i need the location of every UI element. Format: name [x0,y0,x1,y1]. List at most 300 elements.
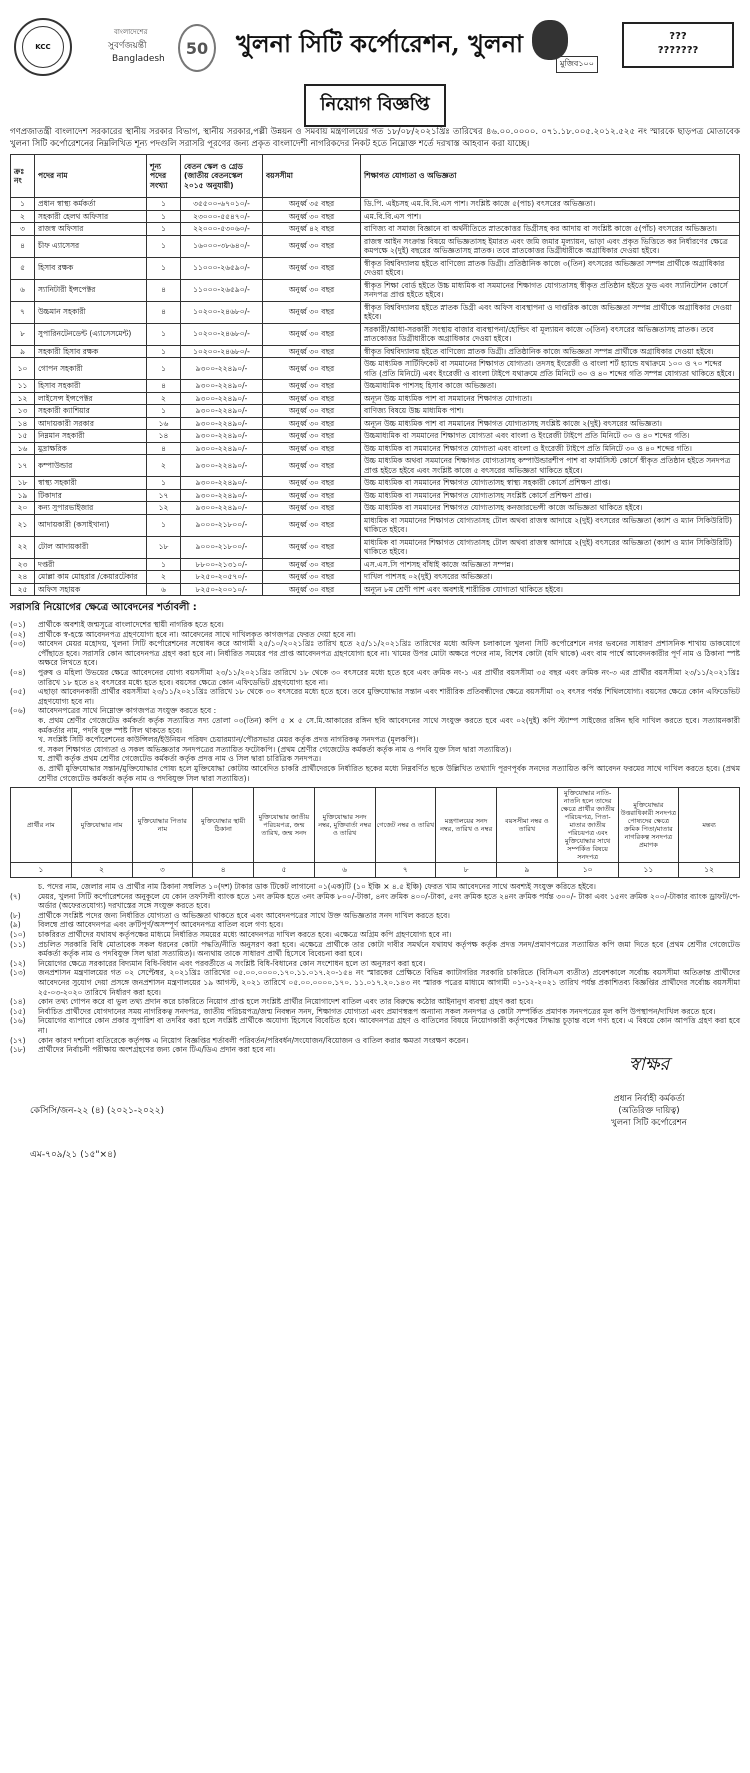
cell-count: ১৬ [147,417,181,430]
intro-paragraph: গণপ্রজাতন্ত্রী বাংলাদেশ সরকারের স্থানীয় সরকার বিভাগ, স্থানীয় সরকার,পল্লী উন্নয়ন ও সমবায় মন্ত্রণালয়ের গত ১৮/০৮/২০২১খ্রিঃ তারিখের ৪৬.০০.০০০০. ০৭১.১৮.০০৫.২০১২.৫২৫ নং স্মারকে ছাড়পত্র মোতাবেক খুলনা সিটি কর্পোরেশনের নিম্নলিখিত শূন্য পদগুলি সরাসরি পূরণের জন্য প্রকৃত বাংলাদেশী নাগরিকদের নিকট হতে নিম্নোক্ত শর্তে দরখাস্ত আহবান করা যাচ্ছে। [10,127,740,149]
cell-age: অনুর্ধ্ব ৩০ বছর [263,257,361,279]
cell-serial: ১৪ [11,417,35,430]
list-item [10,892,740,911]
cell-serial: ১৯ [11,489,35,502]
condition-number [10,754,38,764]
list-item [10,735,740,745]
cell-serial: ১৩ [11,405,35,418]
condition-text: আবেদনপত্রের সাথে নিম্নোক্ত কাগজপত্র সংযুক্ত করতে হবে : [38,706,217,716]
ff-number-cell: ১১ [618,863,679,878]
list-item [10,882,740,892]
condition-number [10,735,38,745]
cell-qualification: অন্যূন ৮ম শ্রেণী পাশ এবং অবশ্যই শারীরিক যোগ্যতা থাকিতে হইবে। [361,583,740,596]
ff-header-cell: মুক্তিযোদ্ধার নাতি-নাতনি হলে তাদের ক্ষেত্রে প্রার্থীর জাতীয় পরিচয়পত্র, পিতা-মাতার জাতীয় পরিচয়পত্র এবং মুক্তিযোদ্ধার সাথে সম্পর্কিত বিষয়ে সনদপত্র [557,788,618,863]
condition-number: (১৬) [10,1016,26,1026]
table-row [11,358,740,380]
condition-number: (১৭) [10,1035,26,1045]
condition-text: প্রার্থীকে স্ব-হস্তে আবেদনপত্র গ্রহণযোগ্য হবে না। আবেদনের সাথে দাখিলকৃত কাগজপত্র ফেরত দেয়া হবে না। [38,629,356,639]
ff-header-cell: প্রার্থীর নাম [11,788,72,863]
cell-count: ৬ [147,583,181,596]
condition-text: নিয়োগের ক্ষেত্রে সরকারের বিদ্যমান বিধি-বিধান এবং পরবর্তীতে এ সংশ্লিষ্ট বিধি-বিধানের কোন সংশোধন হলে তা অনুসরণ করা হবে। [38,958,426,968]
col-qualification: শিক্ষাগত যোগ্যতা ও অভিজ্ঞতা [361,155,740,198]
cell-post: হিসাব রক্ষক [35,257,147,279]
cell-count: ১৭ [147,489,181,502]
table-row [11,235,740,257]
cell-scale: ৮৮০০-২১৩১০/- [181,558,263,571]
cell-count: ১ [147,558,181,571]
list-item [10,620,740,630]
condition-number: (১৮) [10,1045,26,1055]
cell-post: গোপন সহকারী [35,358,147,380]
cell-serial: ১২ [11,392,35,405]
table-row [11,301,740,323]
cell-qualification: মাধ্যমিক বা সমমানের শিক্ষাগত যোগ্যতাসহ টোল অথবা রাজস্ব আদায়ে ২(দুই) বৎসরের অভিজ্ঞতা (ক্যাশ ও ম্যান সিকিউরিটি) থাকিতে হইবে। [361,514,740,536]
kcc-logo-text: KCC [22,26,64,68]
condition-text: আবেদন মেয়র মহোদয়, খুলনা সিটি কর্পোরেশনের সম্বোধন করে আগামী ২৫/১০/২০২১খ্রিঃ তারিখ হতে ২৫/১১/২০২১খ্রিঃ তারিখের মধ্যে অফিস চলাকালে খুলনা সিটি কর্পোরেশনে নগর ভবনের সাধারণ প্রশাসনিক শাখায় ডাকযোগে পৌঁছাতে হবে। সরাসরি কোন আবেদনপত্র গ্রহণ করা হবে না। নির্ধারিত সময়ের পর প্রাপ্ত আবেদনপত্র গ্রহণযোগ্য হবে না। খামের উপর মোটা অক্ষরে পদের নাম, বিশেষ কোটা (যদি থাকে) এবং বাম পার্শ্বে আবেদনকারীর পূর্ণ নাম ও ঠিকানা স্পষ্ট অক্ষরে লিখতে হবে। [38,639,740,668]
cell-age: অনুর্ধ্ব ৩০ বছর [263,477,361,490]
table-row [11,502,740,515]
mujib100-label: মুজিব১০০ [556,56,598,73]
header [10,0,740,82]
cell-post: সহকারী ক্যাশিয়ার [35,405,147,418]
ff-header-cell: মুক্তিযোদ্ধার সনদ নম্বর, মুক্তিবার্তা নম্বর ও তারিখ [314,788,375,863]
list-item [10,764,740,783]
table-row [11,380,740,393]
cell-age: অনুর্ধ্ব ৩০ বছর [263,489,361,502]
cell-serial: ২৫ [11,583,35,596]
condition-number: (১০) [10,930,26,940]
ff-number-row [11,863,740,878]
cell-count: ১ [147,223,181,236]
col-scale: বেতন স্কেল ও গ্রেড (জাতীয় বেতনস্কেল ২০১৫ অনুযায়ী) [181,155,263,198]
cell-post: অফিস সহায়ক [35,583,147,596]
cell-post: হিসাব সহকারী [35,380,147,393]
cell-count: ১ [147,257,181,279]
cell-qualification: এম.বি.বি.এস পাশ। [361,210,740,223]
cell-qualification: উচ্চ মাধ্যমিক বা সমমানের শিক্ষাগত যোগ্যতা এবং বাংলা ও ইংরেজী টাইপে প্রতি মিনিটে ৩০ ও ৪০ শব্দের গতি। [361,442,740,455]
condition-number [10,716,38,735]
cell-qualification: ডি.পি. এইচসহ এম.বি.বি.এস পাশ। সংশ্লিষ্ট কাজে ৫(পাচ) বৎসরের অভিজ্ঞতা। [361,198,740,211]
cell-scale: ৯৩০০-২২৪৯০/- [181,430,263,443]
table-row [11,198,740,211]
title-wrap [10,84,740,124]
table-row [11,257,740,279]
signatory-note: (অতিরিক্ত দায়িত্ব) [618,1105,680,1116]
ff-number-cell: ৬ [314,863,375,878]
list-item [10,630,740,640]
table-row [11,536,740,558]
cell-count: ১ [147,345,181,358]
cell-serial: ১১ [11,380,35,393]
cell-count: ৪ [147,442,181,455]
condition-text: কোন কারণ দর্শানো ব্যতিরেকে কর্তৃপক্ষ এ নিয়োগ বিজ্ঞপ্তির শর্তাবলী পরিবর্তন/পরিবর্ধন/সংযোজন/বিয়োজন ও বাতিল করার ক্ষমতা সংরক্ষণ করেন। [38,1035,469,1045]
list-item [10,706,740,716]
notice-title: নিয়োগ বিজ্ঞপ্তি [304,84,445,127]
table-row [11,223,740,236]
cell-qualification: দাখিল পাশসহ ০২(দুই) বৎসরের অভিজ্ঞতা। [361,571,740,584]
condition-number: (৯) [10,920,21,930]
cell-age: অনুর্ধ্ব ৩০ বছর [263,417,361,430]
cell-post: স্বাস্থ্য সহকারী [35,477,147,490]
list-item [10,930,740,940]
cell-age: অনুর্ধ্ব ৩০ বছর [263,442,361,455]
kcc-logo [14,18,72,76]
table-row [11,405,740,418]
jubilee-line1: বাংলাদেশের [114,28,148,36]
cell-post: রাজস্ব অফিসার [35,223,147,236]
ref-line2: ??????? [657,45,699,56]
freedom-fighter-table [10,787,740,878]
cell-age: অনুর্ধ্ব ৩০ বছর [263,405,361,418]
ff-header-cell: মুক্তিযোদ্ধার স্থায়ী ঠিকানা [193,788,254,863]
table-row [11,430,740,443]
list-item [10,940,740,959]
ff-header-cell: মুক্তিযোদ্ধার উত্তরাধিকারী সনদপত্র পোষ্যদের ক্ষেত্রে ক্রমিক পিতা/মাতার নাগরিকত্ব সনদপত্র প্রমাণক [618,788,679,863]
condition-number: (১৫) [10,1006,26,1016]
cell-post: কন্য সুপারভাইজার [35,502,147,515]
cell-qualification: উচ্চ মাধ্যমিক বা সমমানের শিক্ষাগত যোগ্যতাসহ কনজারভেন্সী কাজে অভিজ্ঞতা থাকিতে হইবে। [361,502,740,515]
condition-text: গ. সকল শিক্ষাগত যোগ্যতা ও সকল অভিজ্ঞতার সনদপত্রের সত্যায়িত ফটোকপি। (প্রথম শ্রেণীর গেজেটেড কর্মকর্তা কর্তৃক নাম ও পদবি যুক্ত সিল দ্বারা সত্যায়িত)। [38,744,512,754]
signatory-org: খুলনা সিটি কর্পোরেশন [611,1117,687,1128]
cell-age: অনুর্ধ্ব ৩০ বছর [263,583,361,596]
cell-age: অনুর্ধ্ব ৩০ বছর [263,502,361,515]
cell-qualification: বাণিজ্য বা সমাজ বিজ্ঞানে বা অর্থনীতিতে স্নাতকোত্তর ডিগ্রীসহ কর আদায় বা সংশ্লিষ্ট কাজে ৫(পাঁচ) বৎসরের অভিজ্ঞতা। [361,223,740,236]
cell-age: অনুর্ধ্ব ৩০ বছর [263,235,361,257]
cell-post: সুপারিনটেনডেন্ট (এ্যাসেসমেন্ট) [35,323,147,345]
cell-age: অনুর্ধ্ব ৩০ বছর [263,323,361,345]
list-item [10,1036,740,1046]
cell-count: ১ [147,514,181,536]
cell-count: ১ [147,210,181,223]
table-row [11,583,740,596]
cell-age: অনুর্ধ্ব ৩০ বছর [263,392,361,405]
cell-serial: ৮ [11,323,35,345]
cell-serial: ৩ [11,223,35,236]
signatory-title: প্রধান নির্বাহী কর্মকর্তা [613,1093,685,1104]
condition-text: বিলম্বে প্রাপ্ত আবেদনপত্র এবং ক্রটিপূর্ণ/অসম্পূর্ণ আবেদনপত্র বাতিল বলে গণ্য হবে। [38,920,284,930]
list-item [10,754,740,764]
cell-scale: ২২০০০-৫৩০৬০/- [181,223,263,236]
col-age: বয়সসীমা [263,155,361,198]
cell-count: ১ [147,235,181,257]
cell-count: ১৪ [147,430,181,443]
list-item [10,668,740,687]
condition-text: মেয়র, খুলনা সিটি কর্পোরেশনের অনুকূলে যে কোন তফসিলী ব্যাংক হতে ১নং ক্রমিক হতে ৩নং ক্রমিক ৮০০/-টাকা, ৪নং ক্রমিক ৪০০/-টাকা, ৫নং ক্রমিক হতে ২৪নং ক্রমিক পর্যন্ত ৩০০/- টাকা এবং ১৫নং ক্রমিক ২০০/-টাকার ব্যাংক ড্রাফট/পে-অর্ডার (অফেরতযোগ্য) দরখাস্তের সঙ্গে সংযুক্ত করতে হবে। [38,891,740,911]
cell-scale: ৯৩০০-২২৪৯০/- [181,392,263,405]
cell-age: অনুর্ধ্ব ৩০ বছর [263,380,361,393]
cell-post: কম্পাউন্ডার [35,455,147,477]
condition-number [10,764,38,783]
cell-scale: ১০২০০-২৪৬৮০/- [181,301,263,323]
cell-scale: ৯৩০০-২২৪৯০/- [181,380,263,393]
ff-header-cell: মুক্তিযোদ্ধার পিতার নাম [132,788,193,863]
condition-text: ঙ. প্রার্থী মুক্তিযোদ্ধার সন্তান/মুক্তিযোদ্ধার পোষ্য হলে মুক্তিযোদ্ধা কোটায় আবেদিত চাকরি প্রার্থীদেরকে নির্ধারিত ছকের মধ্যে নিম্নবর্ণিত ছকে উল্লিখিত তথ্যাদি পূরণপূর্বক সনদের সত্যায়িত কপি আবেদন ফরমের সাথে দাখিল করতে হবে। (প্রথম শ্রেণীর গেজেটেড কর্মকর্তা কর্তৃক নাম ও পদবিযুক্ত সিল দ্বারা সত্যায়িত)। [38,763,740,783]
cell-post: দপ্তরী [35,558,147,571]
ad-code: এম-৭০৯/২১ (১৫"×৪) [30,1149,117,1160]
col-count: শূন্য পদের সংখ্যা [147,155,181,198]
ff-header-cell: গেজেট নম্বর ও তারিখ [375,788,436,863]
cell-count: ১৮ [147,536,181,558]
cell-serial: ৪ [11,235,35,257]
cell-post: টোল আদায়কারী [35,536,147,558]
cell-serial: ১০ [11,358,35,380]
cell-qualification: উচ্চ মাধ্যমিক বা সমমানের শিক্ষাগত যোগ্যতাসহ সংশ্লিষ্ট কোর্সে প্রশিক্ষণ প্রাপ্ত। [361,489,740,502]
cell-age: অনুর্ধ্ব ৩০ বছর [263,571,361,584]
footer [10,1055,740,1205]
list-item [10,1016,740,1035]
cell-post: উচ্চমান সহকারী [35,301,147,323]
cell-post: লাইসেন্স ইন্সপেক্টর [35,392,147,405]
cell-scale: ১১০০০-২৬৫৯০/- [181,279,263,301]
ff-number-cell: ৭ [375,863,436,878]
cell-scale: ৯৩০০-২২৪৯০/- [181,502,263,515]
cell-qualification: অন্যূন উচ্চ মাধ্যমিক পাশ বা সমমানের শিক্ষাগত যোগ্যতাসহ সংশ্লিষ্ট কাজে ২(দুই) বৎসরের অভিজ্ঞতা। [361,417,740,430]
cell-serial: ১৭ [11,455,35,477]
cell-scale: ১৬০০০-৩৮৬৪০/- [181,235,263,257]
cell-age: অনুর্ধ্ব ৩০ বছর [263,514,361,536]
cell-post: মুদ্রাক্ষরিক [35,442,147,455]
mujib100-logo [528,20,614,78]
cell-count: ১ [147,477,181,490]
conditions-title: সরাসরি নিয়োগের ক্ষেত্রে আবেদনের শর্তাবলী : [10,602,197,613]
list-item [10,639,740,668]
cell-qualification: এস.এস.সি পাশসহ বাঁধাই কাজে অভিজ্ঞতা সম্পন্ন। [361,558,740,571]
cell-scale: ৯৩০০-২২৪৯০/- [181,477,263,490]
cell-age: অনুর্ধ্ব ৩০ বছর [263,430,361,443]
ff-number-cell: ৮ [436,863,497,878]
table-row [11,210,740,223]
cell-serial: ১৫ [11,430,35,443]
cell-scale: ৯৩০০-২২৪৯০/- [181,405,263,418]
ref-line1: ??? [669,31,687,42]
cell-scale: ৯০০০-২১৮০০/- [181,514,263,536]
cell-count: ৪ [147,380,181,393]
condition-text: চ. পদের নাম, জেলার নাম ও প্রার্থীর নাম ঠিকানা সম্বলিত ১০(দশ) টাকার ডাক টিকেট লাগানো ০১(এক)টি (১০ ইঞ্চি × ৪.৫ ইঞ্চি) ফেরত খাম আবেদনের সাথে অবশ্যই সংযুক্ত করিতে হইবে। [38,882,596,892]
ff-header-cell: বয়সসীমা নম্বর ও তারিখ [497,788,558,863]
conditions-list-2 [10,882,740,1055]
cell-count: ১ [147,358,181,380]
condition-number: (১২) [10,958,26,968]
conditions-list [10,620,740,783]
cell-post: আদায়কারী (কসাইখানা) [35,514,147,536]
table-row [11,571,740,584]
condition-number: (০২) [10,629,26,639]
cell-count: ৪ [147,301,181,323]
cell-serial: ২৩ [11,558,35,571]
jobs-table [10,154,740,596]
cell-serial: ২১ [11,514,35,536]
ff-number-cell: ৪ [193,863,254,878]
cell-serial: ৭ [11,301,35,323]
cell-scale: ৩৫৫০০-৬৭০১০/- [181,198,263,211]
condition-text: প্রার্থীকে সংশ্লিষ্ট পদের জন্য নির্ধারিত যোগ্যতা ও অভিজ্ঞতা থাকতে হবে এবং আবেদনপত্রের সাথে উক্ত অভিজ্ঞতার সনদ দাখিল করতে হবে। [38,910,450,920]
cell-qualification: স্বীকৃত শিক্ষা বোর্ড হইতে উচ্চ মাধ্যমিক বা সমমানের শিক্ষাগত যোগ্যতাসহ স্বীকৃত প্রতিষ্ঠান হইতে ফুড এবং স্যানিটেশন কোর্সে সনদপত্র প্রাপ্ত হইতে হইবে। [361,279,740,301]
cell-scale: ৯৩০০-২২৪৯০/- [181,489,263,502]
condition-number: (০৬) [10,706,26,716]
cell-serial: ৯ [11,345,35,358]
cell-scale: ৮২৫০-২০০১০/- [181,583,263,596]
cell-post: নিম্নমান সহকারী [35,430,147,443]
cell-scale: ১০২০০-২৪৬৮০/- [181,323,263,345]
cell-serial: ১৬ [11,442,35,455]
cell-age: অনুর্ধ্ব ৩০ বছর [263,455,361,477]
org-name: খুলনা সিটি কর্পোরেশন, খুলনা [236,29,523,58]
cell-post: প্রধান স্বাস্থ্য কর্মকর্তা [35,198,147,211]
cell-age: অনুর্ধ্ব ৩০ বছর [263,301,361,323]
cell-qualification: স্বীকৃত বিশ্ববিদ্যালয় হইতে স্নাতক ডিগ্রী এবং অফিস ব্যবস্থাপনা ও দাপ্তরিক কাজে অভিজ্ঞতা সম্পন্ন প্রার্থীকে অগ্রাধিকার দেওয়া হইবে। [361,301,740,323]
ff-number-cell: ১০ [557,863,618,878]
ff-header-cell: মুক্তিযোদ্ধার নাম [71,788,132,863]
ff-number-cell: ৯ [497,863,558,878]
cell-count: ২ [147,455,181,477]
ff-number-cell: ৩ [132,863,193,878]
condition-number: (১৩) [10,968,26,978]
cell-post: চীফ এ্যাসেসর [35,235,147,257]
cell-post: আদায়কারী সরকার [35,417,147,430]
cell-qualification: অন্যূন উচ্চ মাধ্যমিক পাশ বা সমমানের শিক্ষাগত যোগ্যতা। [361,392,740,405]
condition-number: (১৪) [10,997,26,1007]
cell-serial: ২৪ [11,571,35,584]
condition-number: (১১) [10,939,26,949]
cell-age: অনুর্ধ্ব ৩০ বছর [263,345,361,358]
condition-text: প্রার্থীকে অবশ্যই জন্মসূত্রে বাংলাদেশের স্থায়ী নাগরিক হতে হবে। [38,620,224,629]
cell-serial: ৫ [11,257,35,279]
list-item [10,687,740,706]
ref-box [622,22,734,68]
ff-header-cell: মন্ত্রণালয়ের সনদ নম্বর, তারিখ ও নম্বর [436,788,497,863]
cell-serial: ১৮ [11,477,35,490]
condition-number: (০৫) [10,687,26,697]
cell-scale: ৯০০০-২১৮০০/- [181,536,263,558]
ff-number-cell: ১ [11,863,72,878]
table-row [11,489,740,502]
jubilee-number: 50 [178,24,216,72]
condition-number: (৭) [10,891,21,901]
cell-qualification: উচ্চমাধ্যমিক পাশসহ হিসাব কাজে অভিজ্ঞতা। [361,380,740,393]
notice-page [10,0,740,1205]
table-row [11,477,740,490]
golden-jubilee-logo [84,22,214,74]
condition-text: ক. প্রথম শ্রেণীর গেজেটেড কর্মকর্তা কর্তৃক সত্যায়িত সদ্য তোলা ০৩(তিন) কপি ৫ × ৫ সে.মি.আকারের রঙ্গিন ছবি আবেদনের সাথে সংযুক্ত করতে হবে এবং ০২(দুই) কপি স্ট্যাম্প সাইজের রঙ্গিন ছবি দাখিল করতে হবে। সত্যায়নকারী কর্মকর্তার নাম, পদবি যুক্ত স্পষ্ট সিল থাকতে হবে। [38,715,740,735]
cell-serial: ২২ [11,536,35,558]
cell-qualification: বাণিজ্য বিষয়ে উচ্চ মাধ্যমিক পাশ। [361,405,740,418]
cell-qualification: রাজস্ব আইন সংক্রান্ত বিষয়ে অভিজ্ঞতাসহ ইমারত এবং জমি জমার মূল্যায়ন, ভাড়া এবং প্রকৃত ভিত্তিতে কর নির্ধারণের ক্ষেত্রে কমপক্ষে ২(দুই) বছরের অভিজ্ঞতাসহ স্নাতক। তবে স্নাতকোত্তর ডিগ্রীধারীকে অগ্রাধিকার দেওয়া হইবে। [361,235,740,257]
cell-count: ১২ [147,502,181,515]
condition-text: প্রার্থীদের নির্বাচনী পরীক্ষায় অংশগ্রহণের জন্য কোন টিএ/ডিএ প্রদান করা হবে না। [38,1045,276,1055]
ff-number-cell: ৫ [254,863,315,878]
table-row [11,279,740,301]
table-row [11,345,740,358]
cell-scale: ১১০০০-২৬৫৯০/- [181,257,263,279]
cell-qualification: স্বীকৃত বিশ্ববিদ্যালয় হইতে বাণিজ্যে স্নাতক ডিগ্রী। প্রতিষ্ঠানিক কাজে অভিজ্ঞতা সম্পন্ন প্রার্থীকে অগ্রাধিকার দেওয়া হইবে। [361,345,740,358]
cell-qualification: সরকারী/আধা-সরকারী সংস্থায় বাজার ব্যবস্থাপনা/হোল্ডিং বা মূল্যায়ন কাজে ৩(তিন) বৎসরের অভিজ্ঞতাসহ স্নাতক। তবে স্নাতকোত্তর ডিগ্রীধারীকে অগ্রাধিকার দেওয়া হইবে। [361,323,740,345]
cell-qualification: মাধ্যমিক বা সমমানের শিক্ষাগত যোগ্যতাসহ টোল অথবা রাজস্ব আদায়ে ২(দুই) বৎসরের অভিজ্ঞতা (ক্যাশ ও ম্যান সিকিউরিটি) থাকিতে হইবে। [361,536,740,558]
ff-number-cell: ২ [71,863,132,878]
table-row [11,558,740,571]
table-row [11,417,740,430]
jobs-header-row [11,155,740,198]
cell-scale: ৯৩০০-২২৪৯০/- [181,417,263,430]
cell-post: সহকারী হিসাব রক্ষক [35,345,147,358]
condition-number [10,745,38,755]
condition-text: পুরুষ ও মহিলা উভয়ের ক্ষেত্রে আবেদনের যোগ্য বয়সসীমা ২৩/১১/২০২১খ্রিঃ তারিখে ১৮ থেকে ৩০ বৎসরের মধ্যে হতে হবে এবং ক্রমিক নং-১ এর প্রার্থীর বয়সসীমা ৩৫ বছর এবং ক্রমিক নং-৩ এর প্রার্থীর বয়সসীমা ২৩/১১/২০২১খ্রিঃ তারিখে ১৮ হতে ৪২ বৎসরের মধ্যে হতে হবে। বয়সের ক্ষেত্রে কোন এফিডেভিট গ্রহণযোগ্য হবে না। [38,667,740,687]
list-item [10,745,740,755]
list-item [10,716,740,735]
cell-serial: ২০ [11,502,35,515]
table-row [11,514,740,536]
condition-number [10,882,38,892]
cell-serial: ৬ [11,279,35,301]
cell-age: অনুর্ধ্ব ৩০ বছর [263,279,361,301]
condition-text: প্রচলিত সরকারি বিধি মোতাবেক সকল ধরনের কোটা পদ্ধতি/নীতি অনুসরণ করা হবে। এক্ষেত্রে প্রার্থীকে তার কোটা দাবীর সমর্থনে যথাযথ কর্তৃপক্ষ কর্তৃক প্রদত্ত সনদ/প্রমাণপত্রের সত্যায়িত কপি জমা দিতে হবে (প্রথম শ্রেণীর গেজেটেড কর্মকর্তা কর্তৃক নাম ও পদবিযুক্ত সিল দ্বারা সত্যায়িত)। অন্যথায় তাকে সাধারণ প্রার্থী হিসেবে বিবেচনা করা হবে। [38,939,740,959]
table-row [11,392,740,405]
list-item [10,997,740,1007]
cell-scale: ২৩০০০-৫৫৪৭০/- [181,210,263,223]
memo-number: কেসিসি/জন-২২ (৪) (২০২১-২০২২) [30,1105,165,1116]
condition-text: নির্বাচিত প্রার্থীদের যোগদানের সময় নাগরিকত্ব সনদপত্র, জাতীয় পরিচয়পত্র/জন্ম নিবন্ধন সনদ, শিক্ষাগত যোগ্যতা এবং প্রমাণস্বরূপ অন্যান্য সকল সনদপত্র ও কোটা সম্পর্কিত প্রমাণক সনদপত্রের মূল কপি উপস্থাপন/দাখিল করতে হবে। [38,1006,716,1016]
cell-scale: ১০২০০-২৪৬৮০/- [181,345,263,358]
cell-age: অনুর্ধ্ব ৪২ বছর [263,223,361,236]
list-item [10,968,740,997]
cell-qualification: স্বীকৃত বিশ্ববিদ্যালয় হইতে বাণিজ্যে স্নাতক ডিগ্রী। প্রতিষ্ঠানিক কাজে ৩(তিন) বৎসরের অভিজ্ঞতা সম্পন্ন প্রার্থীকে অগ্রাধিকার দেওয়া হইবে। [361,257,740,279]
table-row [11,323,740,345]
cell-post: টিকাদার [35,489,147,502]
cell-scale: ৯৩০০-২২৪৯০/- [181,442,263,455]
signature: স্বাক্ষর [628,1053,670,1075]
cell-post: মোল্লা কাম মোহরার /কেয়ারটেকার [35,571,147,584]
ff-header-cell: মন্তব্য [679,788,740,863]
cell-qualification: উচ্চ মাধ্যমিক অথবা সমমানের শিক্ষাগত যোগ্যতাসহ কম্পাউন্ডারশীপ পাশ বা ফার্মাসিস্ট কোর্সে স্বীকৃত প্রতিষ্ঠান হইতে সনদপত্র প্রাপ্ত হইতে হইবে এবং সংশ্লিষ্ট কাজে ৫ বৎসরের অভিজ্ঞতা থাকিতে হইবে। [361,455,740,477]
ff-number-cell: ১২ [679,863,740,878]
condition-text: কোন তথ্য গোপন করে বা ভুল তথ্য প্রদান করে চাকরিতে নিয়োগ প্রাপ্ত হলে সংশ্লিষ্ট প্রার্থীর নিয়োগাদেশ বাতিল এবং তার বিরুদ্ধে কঠোর আইনানুগ ব্যবস্থা গ্রহণ করা হবে। [38,997,534,1007]
list-item [10,1007,740,1017]
cell-count: ১ [147,323,181,345]
cell-count: ১ [147,198,181,211]
cell-age: অনুর্ধ্ব ৩০ বছর [263,536,361,558]
cell-scale: ৯৩০০-২২৪৯০/- [181,358,263,380]
cell-count: ১ [147,405,181,418]
condition-text: ঘ. প্রার্থী কর্তৃক প্রথম শ্রেণীর গেজেটেড কর্মকর্তা কর্তৃক প্রদত্ত নাম ও সিল দ্বারা চারিত্রিক সনদপত্র। [38,754,322,764]
condition-number: (০৩) [10,639,26,649]
jubilee-line3: Bangladesh [112,54,165,64]
cell-count: ২ [147,392,181,405]
cell-post: স্যানিটারী ইন্সপেক্টর [35,279,147,301]
cell-serial: ১ [11,198,35,211]
table-row [11,442,740,455]
cell-qualification: উচ্চ মাধ্যমিক বা সমমানের শিক্ষাগত যোগ্যতাসহ স্বাস্থ্য সহকারী কোর্সে প্রশিক্ষণ প্রাপ্ত। [361,477,740,490]
cell-age: অনুর্ধ্ব ৩০ বছর [263,558,361,571]
condition-number: (০৪) [10,667,26,677]
cell-qualification: উচ্চমাধ্যমিক বা সমমানের শিক্ষাগত যোগ্যতা এবং বাংলা ও ইংরেজী টাইপে প্রতি মিনিটে ৩০ ও ৪০ শব্দের গতি। [361,430,740,443]
cell-count: ২ [147,571,181,584]
cell-age: অনুর্ধ্ব ৩০ বছর [263,210,361,223]
list-item [10,920,740,930]
condition-text: নিয়োগের ব্যাপারে কোন প্রকার সুপারিশ বা তদবির করা হলে সংশ্লিষ্ট প্রার্থীকে অযোগ্য হিসেবে বিবেচিত হবে। আবেদনপত্র গ্রহণ ও বাতিলের বিষয়ে নিয়োগকারী কর্তৃপক্ষের সিদ্ধান্ত চূড়ান্ত বলে গণ্য হবে। এ বিষয়ে কোন আপত্তি গ্রহণ করা হবে না। [38,1016,740,1035]
table-row [11,455,740,477]
cell-post: সহকারী হেলথ অফিসার [35,210,147,223]
cell-age: অনুর্ধ্ব ৩০ বছর [263,358,361,380]
cell-scale: ৮২৫০-২০৫৭০/- [181,571,263,584]
cell-qualification: উচ্চ মাধ্যমিক সার্টিফিকেট বা সমমানের শিক্ষাগত যোগ্যতা। তদসহ ইংরেজী ও বাংলা শর্ট হ্যান্ডে যথাক্রমে ১০০ ও ৭০ শব্দের গতি (প্রতি মিনিটে) এবং ইংরেজী ও বাংলা টাইপে যথাক্রমে প্রতি মিনিটে ৩০ ও ৪০ শব্দের গতি সম্পন্ন যোগ্যতা থাকিতে হইবে। [361,358,740,380]
condition-text: এছাড়া আবেদনকারী প্রার্থীর বয়সসীমা ২৩/১১/২০২১খ্রিঃ তারিখে ১৮ থেকে ৩০ বৎসরের মধ্যে হতে হবে। তবে মুক্তিযোদ্ধার সন্তান এবং শারীরিক প্রতিবন্ধীদের ক্ষেত্রে বয়সসীমা ৩২ বৎসর পর্যন্ত শিথিলযোগ্য। বয়সের ক্ষেত্রে কোন এফিডেভিট গ্রহণযোগ্য হবে না। [38,687,740,706]
list-item [10,959,740,969]
jubilee-line2: সুবর্ণজয়ন্তী [108,41,147,51]
cell-count: ৪ [147,279,181,301]
portrait-icon [532,20,568,60]
condition-text: খ. সংশ্লিষ্ট সিটি কর্পোরেশনের কাউন্সিলর/ইউনিয়ন পরিষদ চেয়ারম্যান/পৌরসভার মেয়র কর্তৃক প্রদত্ত নাগরিকত্ব সনদপত্র (মূলকপি)। [38,735,419,745]
condition-number: (৮) [10,910,21,920]
condition-text: জনপ্রশাসন মন্ত্রণালয়ের গত ০২ সেপ্টেম্বর, ২০২১খ্রিঃ তারিখের ০৫.০০.০০০০.১৭০.১১.০১৭.২০-১৫৪ নং স্মারকের প্রেক্ষিতে বিভিন্ন ক্যাটাগরির সরকারি চাকরিতে (বিসিএস ব্যতীত) প্রবেশকালে সর্বোচ্চ বয়সসীমা অতিক্রান্ত প্রার্থীদের আবেদনের সুযোগ দেয়া প্রসঙ্গে জনপ্রশাসন মন্ত্রণালয়ের ১৯ আগস্ট, ২০২১ তারিখে ০৫.০০.০০০০.১৭০. ১১.০১৭.২০.১৪৩ নং স্মারক পত্রের মাধ্যমে আগামী ০১-১২-২০২১ তারিখ পর্যন্ত প্রকাশিতব্য বিজ্ঞপ্তির প্রার্থীদের সর্বোচ্চ বয়সসীমা ২৫-০৩-২০২০ তারিখে নির্ধারণ করা হবে। [38,968,740,997]
